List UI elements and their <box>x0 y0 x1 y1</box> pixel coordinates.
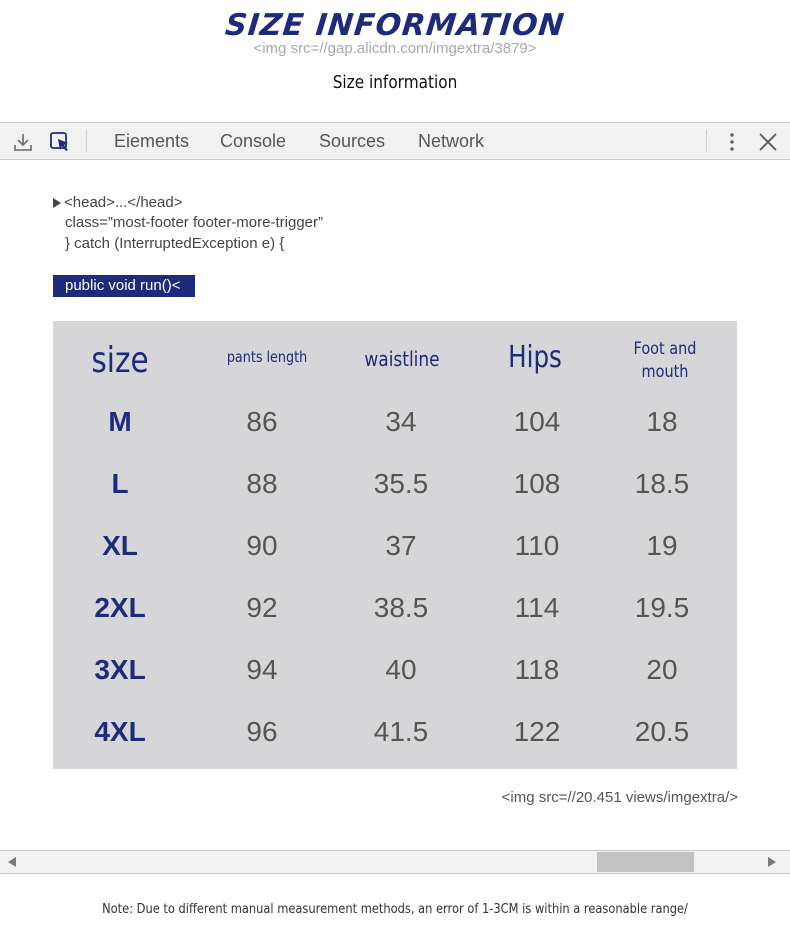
pants-length-cell: 92 <box>246 592 278 623</box>
tab-sources[interactable]: Sources <box>319 131 386 151</box>
size-cell: 2XL <box>94 592 146 623</box>
highlighted-code-line[interactable]: public void run()< <box>53 275 195 297</box>
tab-console[interactable]: Console <box>220 131 287 151</box>
more-vertical-icon[interactable] <box>721 131 743 153</box>
image-source-text: <img src=//gap.alicdn.com/imgextra/3879> <box>253 40 537 57</box>
devtools-toolbar <box>0 122 790 160</box>
expand-triangle-icon[interactable] <box>53 198 61 208</box>
column-header-foot-line2: mouth <box>641 362 689 382</box>
pants-length-cell: 96 <box>246 716 278 747</box>
image-source-text: <img src=//20.451 views/imgextra/> <box>501 789 738 806</box>
page-title: SIZE INFORMATION <box>223 8 567 43</box>
waistline-cell: 35.5 <box>373 468 429 499</box>
tab-network[interactable]: Network <box>418 131 485 151</box>
hips-cell: 122 <box>513 716 561 747</box>
waistline-cell: 34 <box>385 406 417 437</box>
code-line: } catch (InterruptedException e) { <box>65 235 285 252</box>
measurement-note: Note: Due to different manual measurement methods, an error of 1-3CM is within a reasonable range/ <box>102 902 688 917</box>
scroll-left-arrow-icon[interactable] <box>8 857 16 867</box>
tab-elements[interactable]: Eiements <box>114 131 190 151</box>
hips-cell: 110 <box>514 530 560 561</box>
hips-cell: 114 <box>514 592 560 623</box>
hips-cell: 108 <box>513 468 561 499</box>
scrollbar-thumb[interactable] <box>597 852 694 872</box>
download-icon[interactable] <box>12 131 34 153</box>
hips-cell: 104 <box>513 406 561 437</box>
column-header-foot-line1: Foot and <box>633 339 697 359</box>
toolbar-divider <box>86 130 87 152</box>
size-cell: 3XL <box>94 654 146 685</box>
column-header-size: size <box>91 340 149 381</box>
foot-mouth-cell: 20.5 <box>634 716 690 747</box>
waistline-cell: 37 <box>385 530 417 561</box>
foot-mouth-cell: 19 <box>646 530 678 561</box>
foot-mouth-cell: 18.5 <box>634 468 690 499</box>
scroll-right-arrow-icon[interactable] <box>768 857 776 867</box>
size-cell: XL <box>102 530 138 561</box>
code-line: class=”most-footer footer-more-trigger” <box>65 214 323 231</box>
close-icon[interactable] <box>757 131 779 153</box>
column-header-waistline: waistline <box>364 347 440 371</box>
pants-length-cell: 86 <box>246 406 278 437</box>
column-header-hips: Hips <box>508 340 562 375</box>
hips-cell: 118 <box>514 654 560 685</box>
size-cell: L <box>111 468 129 499</box>
foot-mouth-cell: 18 <box>646 406 678 437</box>
pants-length-cell: 90 <box>246 530 278 561</box>
subtitle: Size information <box>332 72 458 93</box>
waistline-cell: 41.5 <box>373 716 429 747</box>
size-cell: 4XL <box>94 716 146 747</box>
foot-mouth-cell: 20 <box>646 654 678 685</box>
waistline-cell: 38.5 <box>373 592 429 623</box>
size-cell: M <box>108 406 132 437</box>
horizontal-scrollbar[interactable] <box>0 850 790 874</box>
pants-length-cell: 88 <box>246 468 278 499</box>
inspect-element-icon[interactable] <box>49 131 71 153</box>
toolbar-divider <box>706 130 707 152</box>
code-line: <head>...</head> <box>64 194 183 211</box>
foot-mouth-cell: 19.5 <box>634 592 690 623</box>
pants-length-cell: 94 <box>246 654 278 685</box>
waistline-cell: 40 <box>385 654 417 685</box>
column-header-pants-length: pants length <box>226 348 308 366</box>
